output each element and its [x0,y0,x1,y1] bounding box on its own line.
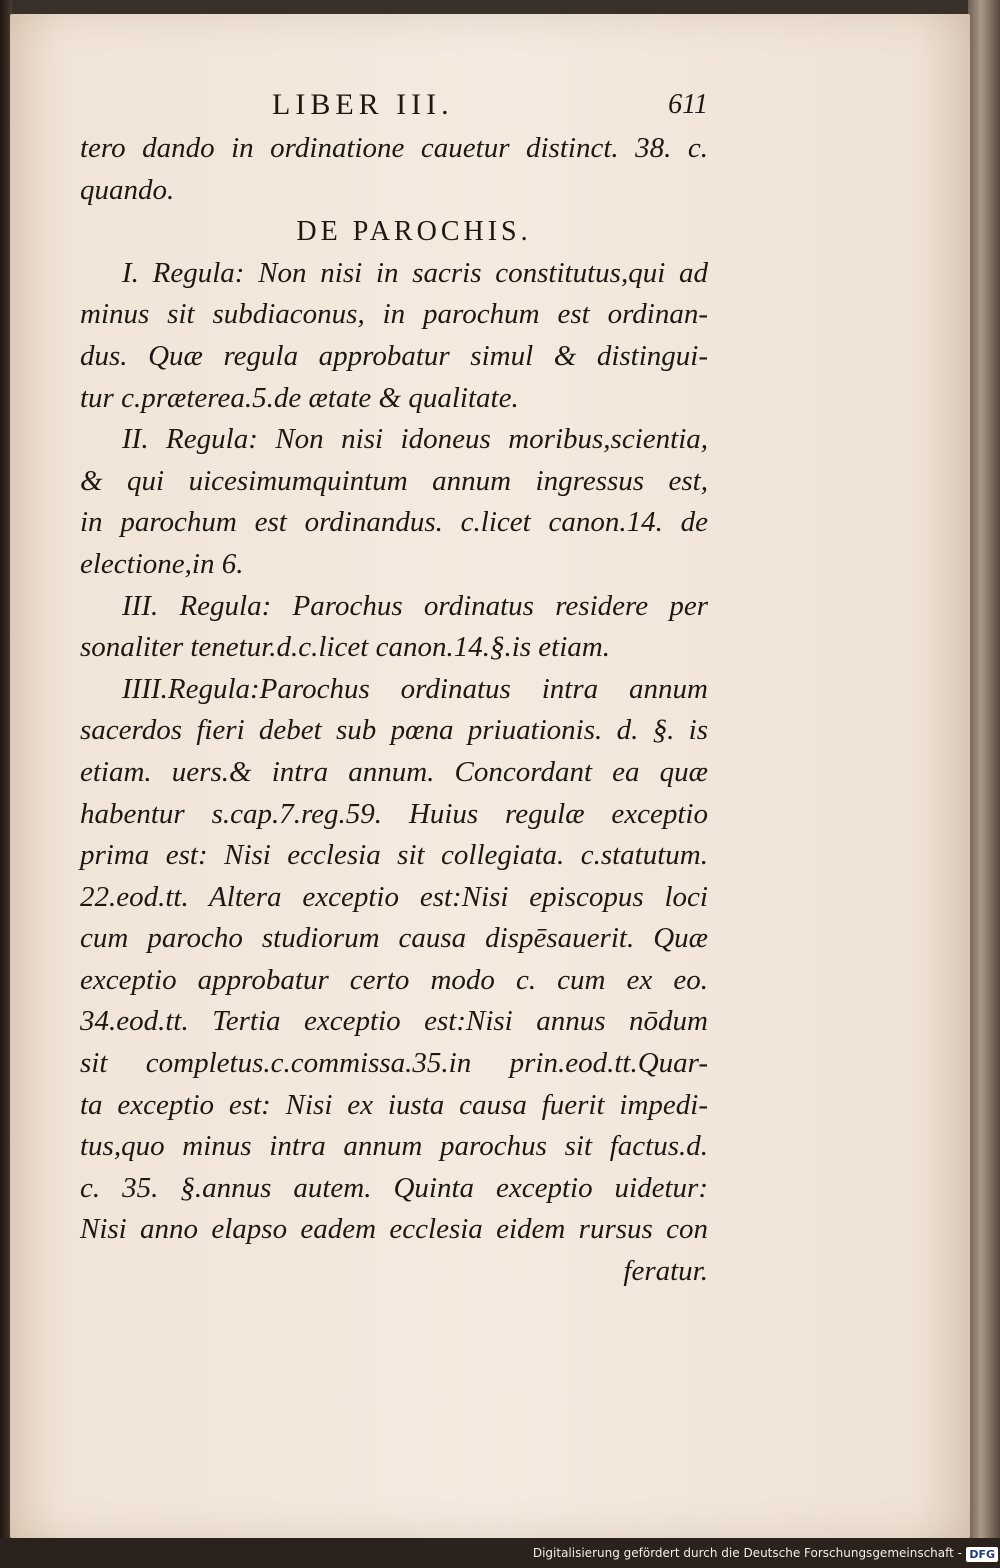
text-line: dus. Quæ regula approbatur simul & distingui- [80,339,708,372]
text-line: cum parocho studiorum causa dispēsauerit. Quæ [80,922,708,955]
text-line: IIII.Regula:Parochus ordinatus intra annum [122,672,708,705]
dfg-logo: DFG [966,1547,998,1562]
text-line: 22.eod.tt. Altera exceptio est:Nisi episcopus loci [80,880,708,913]
text-line: quando. [80,173,175,206]
text-line: tur c.præterea.5.de ætate & qualitate. [80,381,519,414]
text-line: II. Regula: Non nisi idoneus moribus,scientia, [122,423,708,456]
page-text [80,84,708,1293]
book-page [10,14,970,1538]
text-line: ta exceptio est: Nisi ex iusta causa fuerit impedi- [80,1088,708,1121]
text-line: etiam. uers.& intra annum. Concordant ea quæ [80,755,708,788]
text-line: exceptio approbatur certo modo c. cum ex eo. [80,963,708,996]
text-line: tero dando in ordinatione cauetur distinct. 38. c. [80,132,708,164]
text-line: I. Regula: Non nisi in sacris constitutus,qui ad [122,256,708,289]
text-line: sit completus.c.commissa.35.in prin.eod.tt.Quar- [80,1047,708,1080]
text-line: sonaliter tenetur.d.c.licet canon.14.§.is etiam. [80,631,610,664]
page-header [80,84,708,128]
text-line: in parochum est ordinandus. c.licet canon.14. de [80,506,708,539]
text-line: c. 35. §.annus autem. Quinta exceptio uidetur: [80,1171,708,1204]
catchword: feratur. [623,1255,708,1288]
text-line: III. Regula: Parochus ordinatus residere per [122,589,708,622]
text-line: tus,quo minus intra annum parochus sit factus.d. [80,1130,708,1163]
book-edge-right [968,0,1000,1568]
text-line: Nisi anno elapso eadem ecclesia eidem rursus con [80,1213,708,1246]
text-line: electione,in 6. [80,547,244,580]
text-line: sacerdos fieri debet sub pœna priuationis. d. §. is [80,714,708,747]
text-line: habentur s.cap.7.reg.59. Huius regulæ exceptio [80,797,708,830]
text-line: prima est: Nisi ecclesia sit collegiata. c.statutum. [80,839,708,872]
running-head: LIBER III. [272,88,454,121]
text-line: & qui uicesimumquintum annum ingressus est, [80,464,708,497]
folio-number: 611 [668,89,708,120]
text-line: minus sit subdiaconus, in parochum est ordinan- [80,298,708,331]
digitization-credit: Digitalisierung gefördert durch die Deutsche Forschungsgemeinschaft - [532,1546,962,1560]
section-title: DE PAROCHIS. [296,216,532,248]
text-line: 34.eod.tt. Tertia exceptio est:Nisi annus nōdum [80,1005,708,1038]
